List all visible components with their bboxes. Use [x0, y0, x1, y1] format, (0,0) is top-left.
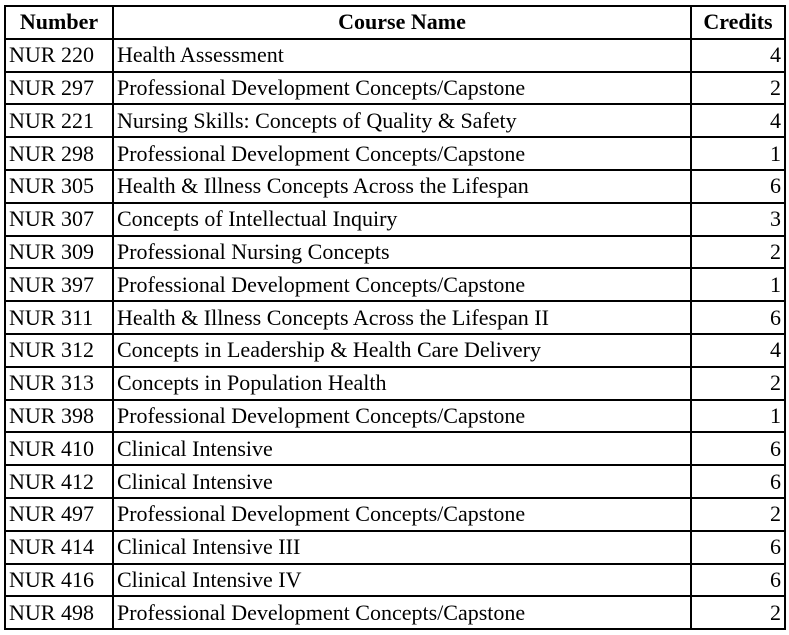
- course-number-cell: NUR 298: [5, 137, 113, 170]
- course-credits-cell: 4: [691, 334, 785, 367]
- header-credits: Credits: [691, 6, 785, 39]
- table-row: [5, 465, 785, 498]
- course-name-cell: Health Assessment: [113, 39, 691, 72]
- table-row: [5, 301, 785, 334]
- table-row: [5, 72, 785, 105]
- course-name-cell: Professional Development Concepts/Capstone: [113, 400, 691, 433]
- course-name-cell: Clinical Intensive: [113, 432, 691, 465]
- course-number-cell: NUR 221: [5, 104, 113, 137]
- table-row: [5, 268, 785, 301]
- course-number-cell: NUR 311: [5, 301, 113, 334]
- table-row: [5, 596, 785, 629]
- course-credits-cell: 4: [691, 104, 785, 137]
- course-credits-cell: 2: [691, 72, 785, 105]
- table-row: [5, 498, 785, 531]
- table-row: [5, 236, 785, 269]
- course-name-cell: Concepts in Population Health: [113, 367, 691, 400]
- course-name-cell: Professional Development Concepts/Capstone: [113, 137, 691, 170]
- course-number-cell: NUR 414: [5, 531, 113, 564]
- table-row: [5, 39, 785, 72]
- course-name-cell: Professional Development Concepts/Capstone: [113, 498, 691, 531]
- table-row: [5, 367, 785, 400]
- course-number-cell: NUR 220: [5, 39, 113, 72]
- course-credits-cell: 2: [691, 498, 785, 531]
- course-credits-cell: 6: [691, 564, 785, 597]
- course-number-cell: NUR 412: [5, 465, 113, 498]
- table-row: [5, 203, 785, 236]
- course-number-cell: NUR 416: [5, 564, 113, 597]
- header-row: [5, 6, 785, 39]
- course-number-cell: NUR 307: [5, 203, 113, 236]
- course-credits-cell: 6: [691, 432, 785, 465]
- course-name-cell: Nursing Skills: Concepts of Quality & Safety: [113, 104, 691, 137]
- course-credits-cell: 6: [691, 301, 785, 334]
- course-name-cell: Professional Nursing Concepts: [113, 236, 691, 269]
- course-name-cell: Professional Development Concepts/Capstone: [113, 596, 691, 629]
- course-credits-cell: 4: [691, 39, 785, 72]
- table-header: [5, 6, 785, 39]
- table-row: [5, 432, 785, 465]
- course-credits-cell: 6: [691, 465, 785, 498]
- table-body: [5, 39, 785, 629]
- course-credits-cell: 6: [691, 531, 785, 564]
- course-table: [4, 5, 786, 630]
- course-number-cell: NUR 305: [5, 170, 113, 203]
- course-number-cell: NUR 398: [5, 400, 113, 433]
- course-number-cell: NUR 312: [5, 334, 113, 367]
- header-number: Number: [5, 6, 113, 39]
- course-credits-cell: 1: [691, 268, 785, 301]
- course-name-cell: Health & Illness Concepts Across the Lifespan II: [113, 301, 691, 334]
- table-row: [5, 400, 785, 433]
- course-name-cell: Professional Development Concepts/Capstone: [113, 72, 691, 105]
- course-name-cell: Concepts of Intellectual Inquiry: [113, 203, 691, 236]
- course-credits-cell: 2: [691, 596, 785, 629]
- course-credits-cell: 3: [691, 203, 785, 236]
- course-number-cell: NUR 297: [5, 72, 113, 105]
- course-credits-cell: 2: [691, 236, 785, 269]
- course-number-cell: NUR 309: [5, 236, 113, 269]
- course-name-cell: Clinical Intensive: [113, 465, 691, 498]
- course-name-cell: Health & Illness Concepts Across the Lifespan: [113, 170, 691, 203]
- header-course-name: Course Name: [113, 6, 691, 39]
- course-name-cell: Concepts in Leadership & Health Care Delivery: [113, 334, 691, 367]
- table-row: [5, 170, 785, 203]
- table-row: [5, 104, 785, 137]
- course-number-cell: NUR 313: [5, 367, 113, 400]
- course-credits-cell: 2: [691, 367, 785, 400]
- course-name-cell: Professional Development Concepts/Capstone: [113, 268, 691, 301]
- course-number-cell: NUR 410: [5, 432, 113, 465]
- course-credits-cell: 1: [691, 137, 785, 170]
- course-number-cell: NUR 497: [5, 498, 113, 531]
- course-credits-cell: 6: [691, 170, 785, 203]
- course-name-cell: Clinical Intensive IV: [113, 564, 691, 597]
- table-row: [5, 334, 785, 367]
- course-number-cell: NUR 498: [5, 596, 113, 629]
- table-row: [5, 564, 785, 597]
- table-row: [5, 531, 785, 564]
- course-number-cell: NUR 397: [5, 268, 113, 301]
- course-name-cell: Clinical Intensive III: [113, 531, 691, 564]
- table-row: [5, 137, 785, 170]
- course-credits-cell: 1: [691, 400, 785, 433]
